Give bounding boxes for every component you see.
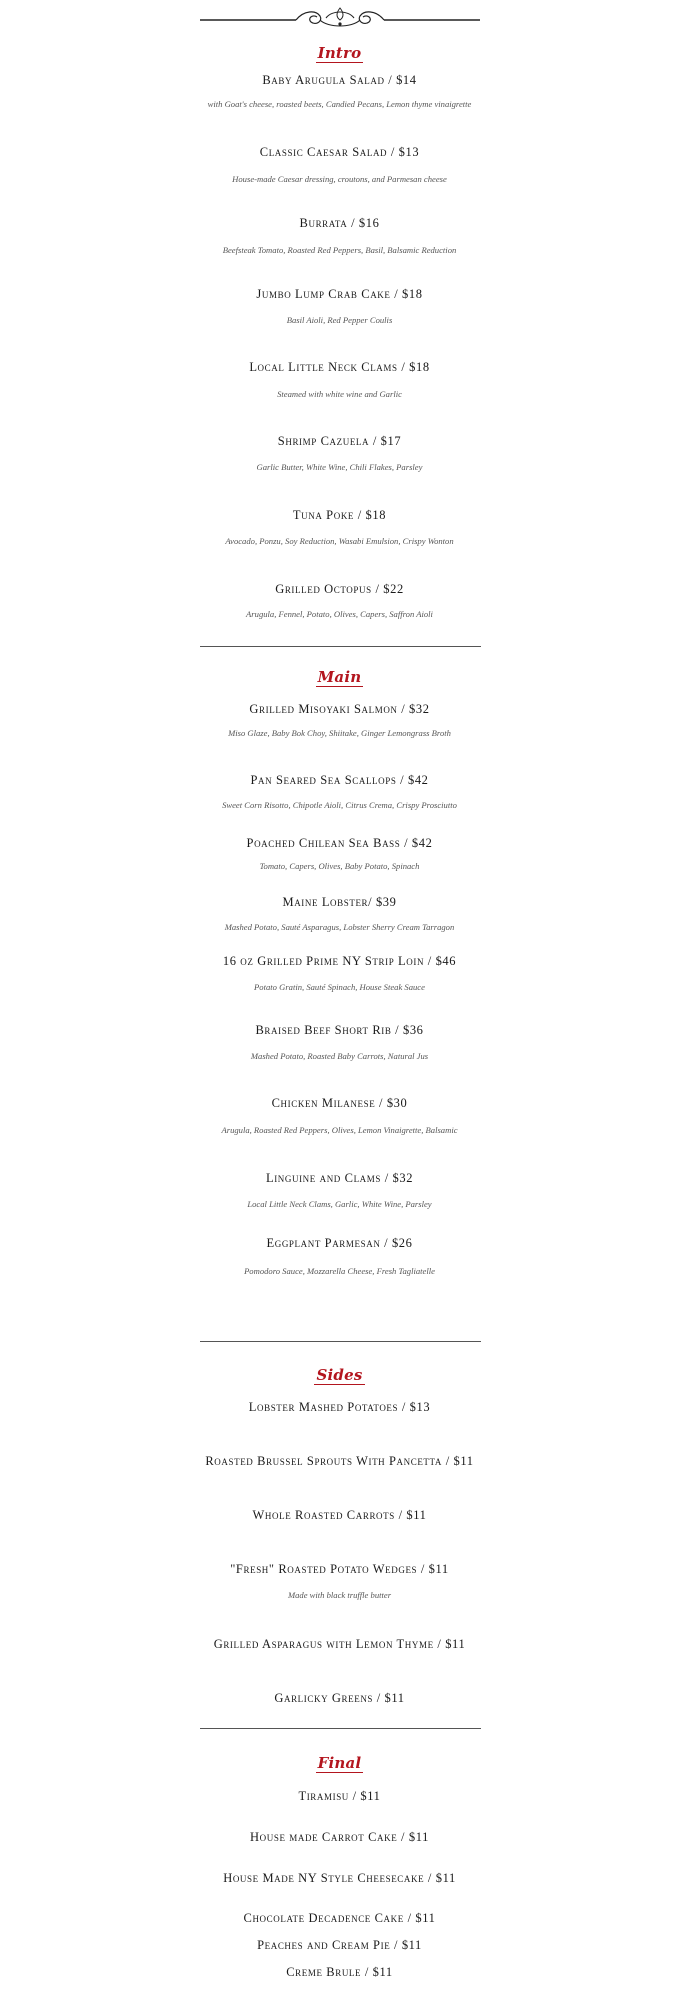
menu-item-name: Eggplant Parmesan / $26 — [266, 1236, 413, 1250]
menu-item-name: Grilled Asparagus with Lemon Thyme / $11 — [213, 1637, 466, 1651]
menu-item-name: Creme Brule / $11 — [286, 1965, 393, 1979]
menu-item-name: Poached Chilean Sea Bass / $42 — [246, 836, 433, 850]
menu-item-description: Garlic Butter, White Wine, Chili Flakes, Parsley — [256, 462, 423, 472]
menu-item-name: 16 oz Grilled Prime NY Strip Loin / $46 — [222, 954, 457, 968]
section-title-text: Main — [317, 668, 362, 686]
menu-item-name: "Fresh" Roasted Potato Wedges / $11 — [230, 1562, 449, 1576]
menu-item-name: Pan Seared Sea Scallops / $42 — [250, 773, 429, 787]
menu-item-name: Peaches and Cream Pie / $11 — [257, 1938, 422, 1952]
menu-item-name: Lobster Mashed Potatoes / $13 — [248, 1400, 431, 1414]
menu-item-description: Mashed Potato, Roasted Baby Carrots, Natural Jus — [250, 1051, 429, 1061]
menu-item-description: Made with black truffle butter — [287, 1590, 392, 1600]
section-title-text: Intro — [317, 44, 362, 62]
menu-item-description: Arugula, Roasted Red Peppers, Olives, Lemon Vinaigrette, Balsamic — [221, 1125, 458, 1135]
menu-item-description: Tomato, Capers, Olives, Baby Potato, Spinach — [259, 861, 420, 871]
menu-item-description: Sweet Corn Risotto, Chipotle Aioli, Citrus Crema, Crispy Prosciutto — [222, 800, 457, 810]
menu-item-name: Burrata / $16 — [299, 216, 380, 230]
menu-item-name: Whole Roasted Carrots / $11 — [252, 1508, 427, 1522]
menu-item-name: Maine Lobster/ $39 — [282, 895, 397, 909]
menu-item-description: Local Little Neck Clams, Garlic, White Wine, Parsley — [247, 1199, 432, 1209]
menu-item-name: Local Little Neck Clams / $18 — [249, 360, 430, 374]
menu-item-description: Arugula, Fennel, Potato, Olives, Capers, Saffron Aioli — [246, 609, 433, 619]
section-title-text: Sides — [316, 1366, 363, 1384]
menu-item-description: with Goat's cheese, roasted beets, Candied Pecans, Lemon thyme vinaigrette — [207, 99, 472, 109]
menu-item-description: Basil Aioli, Red Pepper Coulis — [286, 315, 393, 325]
menu-item-name: Roasted Brussel Sprouts With Pancetta / $11 — [205, 1454, 474, 1468]
menu-item-description: Beefsteak Tomato, Roasted Red Peppers, Basil, Balsamic Reduction — [222, 245, 457, 255]
menu-item-name: Tiramisu / $11 — [298, 1789, 381, 1803]
section-title-text: Final — [317, 1754, 362, 1772]
menu-item-name: Grilled Misoyaki Salmon / $32 — [249, 702, 430, 716]
section-divider — [200, 646, 481, 647]
section-title-main — [0, 668, 679, 686]
menu-item-name: Linguine and Clams / $32 — [265, 1171, 414, 1185]
menu-item-name: Garlicky Greens / $11 — [274, 1691, 405, 1705]
menu-item-description: Potato Gratin, Sauté Spinach, House Steak Sauce — [254, 982, 425, 992]
section-title-intro — [0, 44, 679, 62]
menu-item-name: Classic Caesar Salad / $13 — [259, 145, 420, 159]
menu-item-name: Shrimp Cazuela / $17 — [277, 434, 402, 448]
menu-item-description: Miso Glaze, Baby Bok Choy, Shiitake, Ginger Lemongrass Broth — [228, 728, 451, 738]
menu-item-name: Tuna Poke / $18 — [292, 508, 387, 522]
section-divider — [200, 1341, 481, 1342]
menu-item-description: Mashed Potato, Sauté Asparagus, Lobster Sherry Cream Tarragon — [224, 922, 455, 932]
section-title-sides — [0, 1366, 679, 1384]
menu-item-name: Chocolate Decadence Cake / $11 — [243, 1911, 436, 1925]
section-title-final — [0, 1754, 679, 1772]
menu-item-description: Avocado, Ponzu, Soy Reduction, Wasabi Emulsion, Crispy Wonton — [225, 536, 454, 546]
menu-item-description: Steamed with white wine and Garlic — [277, 389, 402, 399]
menu-item-name: House Made NY Style Cheesecake / $11 — [223, 1871, 456, 1885]
menu-item-name: House made Carrot Cake / $11 — [250, 1830, 429, 1844]
menu-item-name: Baby Arugula Salad / $14 — [262, 73, 417, 87]
section-divider — [200, 1728, 481, 1729]
menu-item-name: Jumbo Lump Crab Cake / $18 — [256, 287, 423, 301]
flourish-ornament-icon — [200, 6, 480, 34]
menu-item-name: Grilled Octopus / $22 — [275, 582, 404, 596]
menu-item-description: House-made Caesar dressing, croutons, and Parmesan cheese — [232, 174, 447, 184]
menu-item-name: Chicken Milanese / $30 — [271, 1096, 408, 1110]
menu-item-description: Pomodoro Sauce, Mozzarella Cheese, Fresh Tagliatelle — [244, 1266, 435, 1276]
menu-item-name: Braised Beef Short Rib / $36 — [255, 1023, 424, 1037]
